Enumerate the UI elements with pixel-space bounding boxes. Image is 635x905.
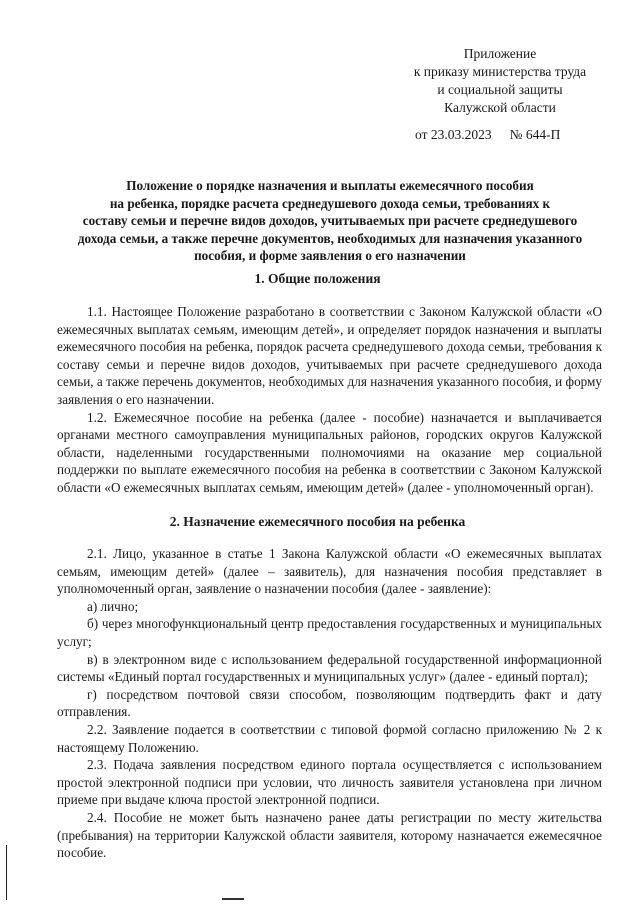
list-item-a: а) лично; bbox=[87, 598, 139, 614]
footer-mark bbox=[222, 898, 244, 903]
list-item-g: г) посредством почтовой связи способом, позволяющим подтвердить факт и дату отправления. bbox=[57, 686, 602, 720]
paragraph-2-2: 2.2. Заявление подается в соответствии с типовой формой согласно приложению № 2 к настоящему Положению. bbox=[57, 721, 602, 755]
order-date: от 23.03.2023 bbox=[415, 127, 492, 142]
appendix-line: Приложение bbox=[463, 46, 537, 61]
section-2-body bbox=[57, 545, 602, 862]
title-line: пособия, и форме заявления о его назначении bbox=[194, 248, 466, 264]
appendix-line: к приказу министерства труда bbox=[413, 64, 587, 79]
title-line: Положение о порядке назначения и выплаты ежемесячного пособия bbox=[126, 178, 534, 193]
paragraph-1-1: 1.1. Настоящее Положение разработано в соответствии с Законом Калужской области «О ежемесячных выплатах семьям, имеющим детей», и определяет порядок назначения и выплаты ежемесячного пособия на ребенка, порядок расчета среднедушевого дохода семьи, требования к составу семьи и перечне видов доходов, учитываемых при расчете среднедушевого дохода семьи, а также перечень документов, необходимых для назначения указанного пособия, и форму заявления о его назначении. bbox=[57, 304, 602, 407]
section-1-body bbox=[57, 303, 602, 497]
scan-edge-line bbox=[6, 845, 7, 900]
appendix-line: и социальной защиты bbox=[437, 82, 563, 97]
paragraph-2-4: 2.4. Пособие не может быть назначено ранее даты регистрации по месту жительства (пребывания) на территории Калужской области заявителя, которому назначается ежемесячное пособие. bbox=[57, 809, 602, 861]
appendix-line: Калужской области bbox=[444, 100, 556, 115]
paragraph-2-1: 2.1. Лицо, указанное в статье 1 Закона Калужской области «О ежемесячных выплатах семьям, имеющим детей» (далее – заявитель), для назначения пособия представляет в уполномоченный орган, заявление о назначении пособия (далее - заявление): bbox=[57, 546, 602, 597]
title-line: на ребенка, порядке расчета среднедушевого дохода семьи, требованиях к bbox=[109, 195, 551, 211]
paragraph-1-2: 1.2. Ежемесячное пособие на ребенка (далее - пособие) назначается и выплачивается органами местного самоуправления муниципальных районов, городских округов Калужской области, наделенными государственными полномочиями на оказание мер социальной поддержки по выплате ежемесячного пособия на ребенка в соответствии с Законом Калужской области «О ежемесячных выплатах семьям, имеющим детей» (далее - уполномоченный орган). bbox=[57, 409, 602, 495]
list-item-v: в) в электронном виде с использованием федеральной государственной информационной системы «Единый портал государственных и муниципальных услуг» (далее - единый портал); bbox=[57, 651, 602, 685]
order-number: № 644-П bbox=[509, 127, 561, 142]
paragraph-2-3: 2.3. Подача заявления посредством единого портала осуществляется с использованием простой электронной подписи при условии, что личность заявителя установлена при личном приеме при выдаче ключа простой электронной подписи. bbox=[57, 757, 602, 808]
document-title bbox=[60, 177, 600, 265]
section-2-heading: 2. Назначение ежемесячного пособия на ребенка bbox=[169, 514, 466, 529]
title-line: дохода семьи, а также перечне документов, необходимых для назначения указанного bbox=[77, 230, 583, 246]
order-date-number bbox=[415, 127, 560, 143]
section-1-heading: 1. Общие положения bbox=[254, 271, 381, 286]
list-item-b: б) через многофункциональный центр предоставления государственных и муниципальных услуг; bbox=[57, 616, 602, 649]
appendix-block bbox=[395, 45, 605, 117]
title-line: составу семьи и перечне видов доходов, учитываемых при расчете среднедушевого bbox=[82, 213, 578, 229]
